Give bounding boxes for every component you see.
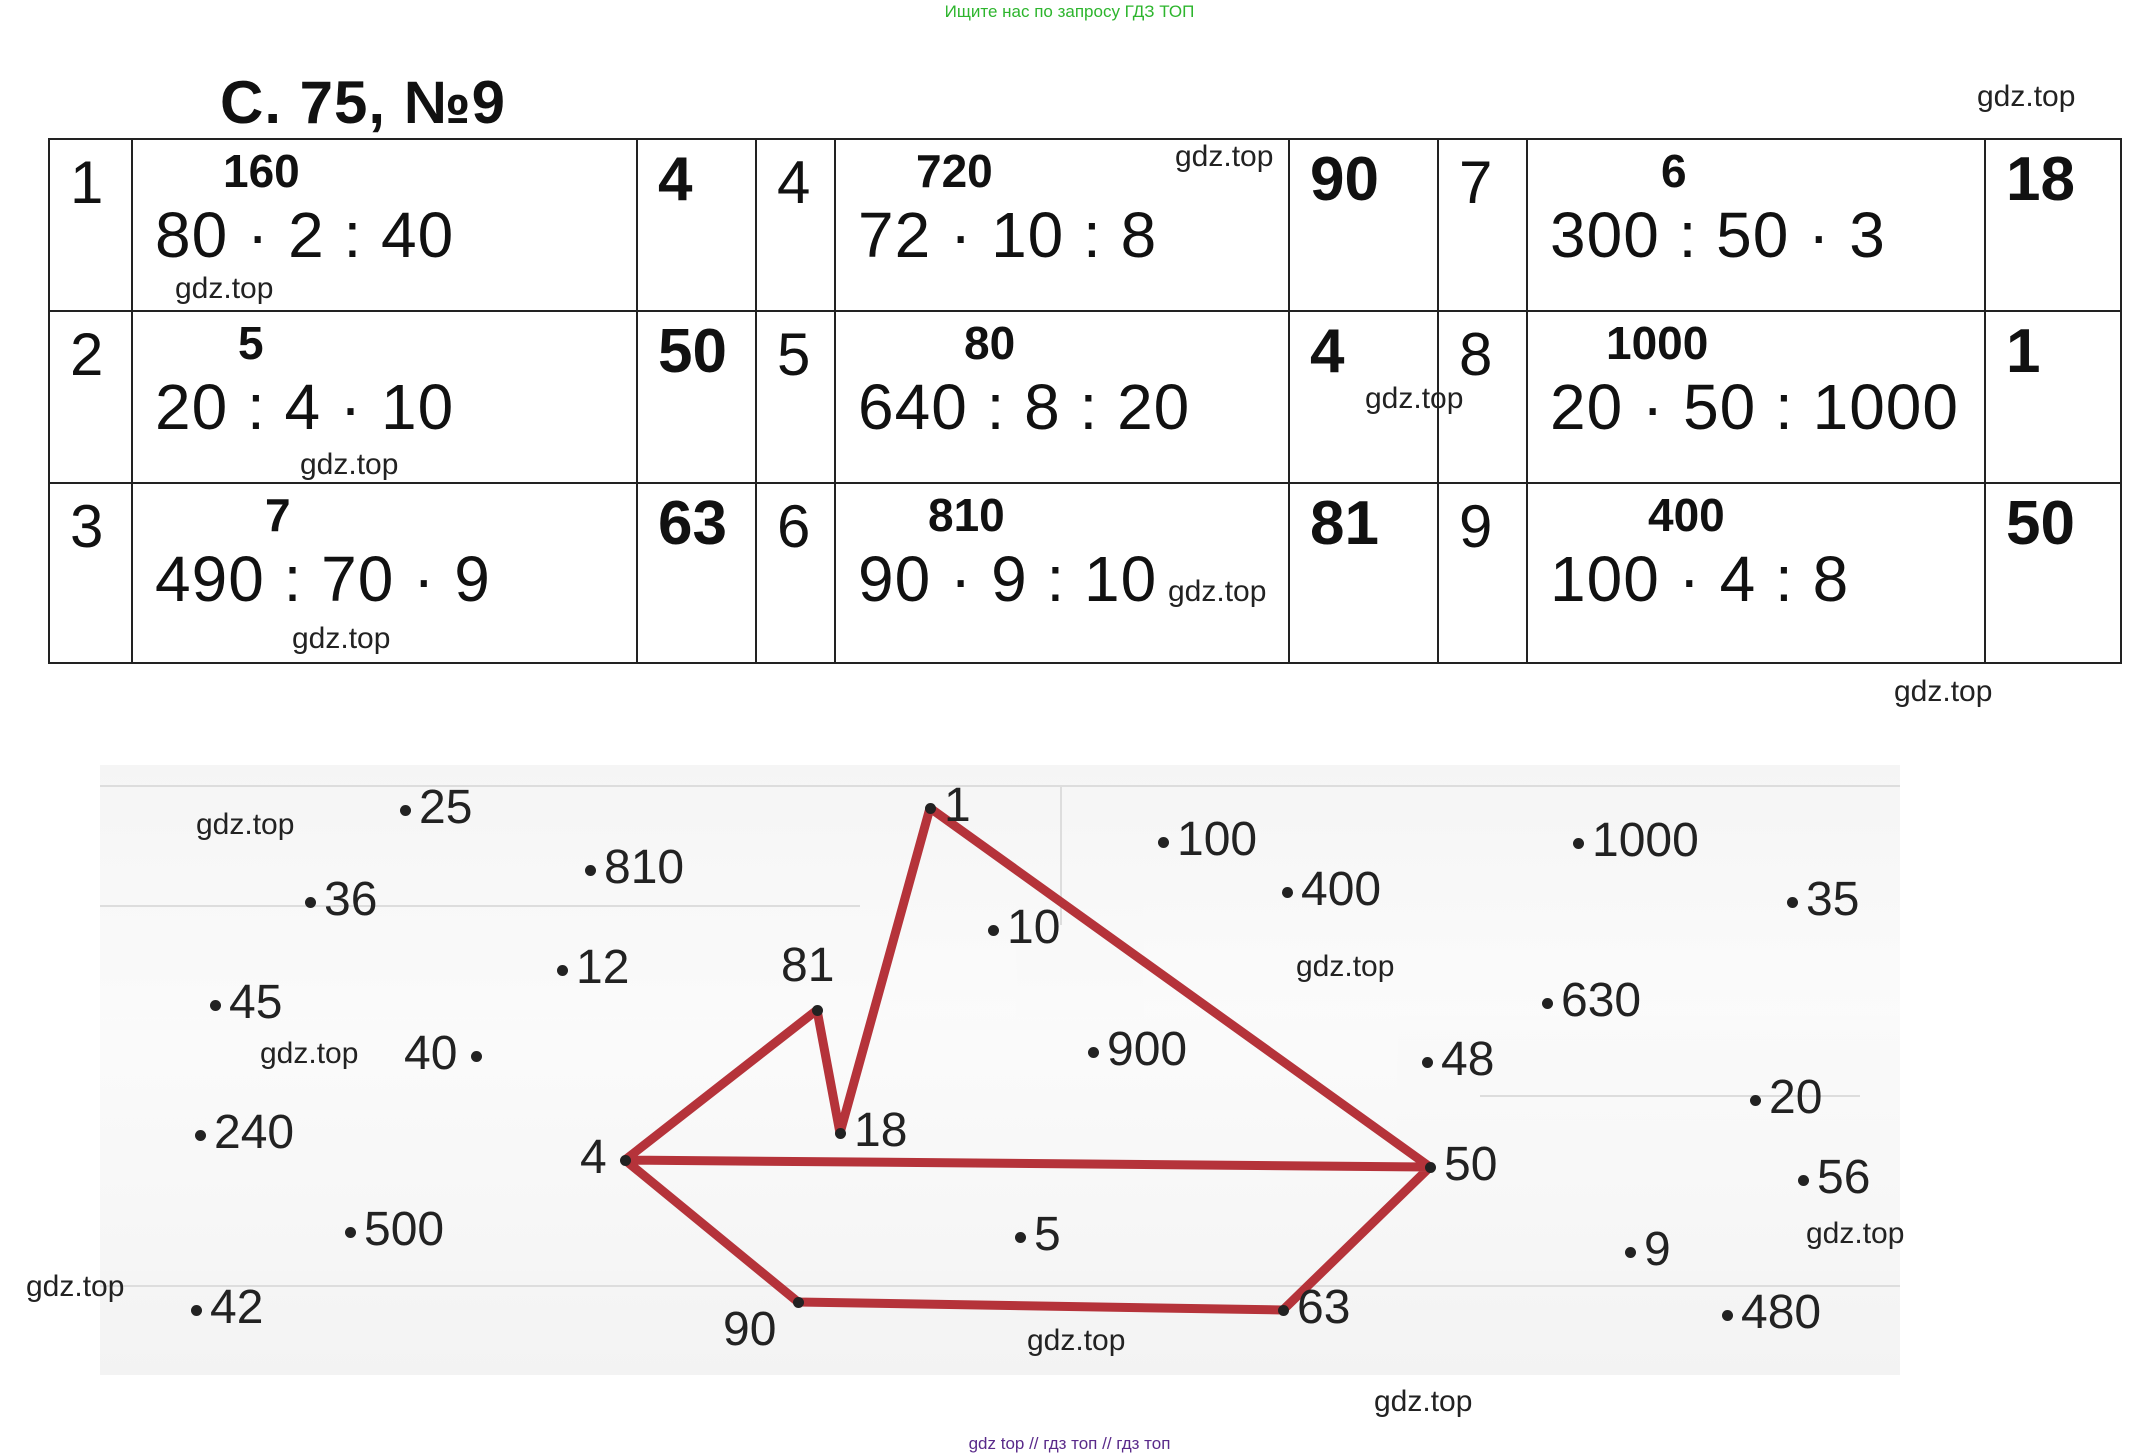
watermark: gdz.top: [1175, 140, 1274, 173]
point-label: 48: [1441, 1033, 1495, 1086]
watermark: gdz.top: [1168, 575, 1267, 608]
expression: 490 : 70 · 9: [155, 543, 491, 615]
point-label: 400: [1301, 863, 1382, 916]
point-dot: [585, 865, 596, 876]
point-label: 4: [580, 1131, 607, 1184]
watermark: gdz.top: [1374, 1385, 1473, 1418]
expression: 640 : 8 : 20: [858, 371, 1191, 443]
watermark: gdz.top: [1977, 80, 2076, 113]
point-label: 630: [1561, 974, 1642, 1027]
result: 18: [2006, 145, 2075, 214]
point-dot: [1750, 1095, 1761, 1106]
watermark: gdz.top: [1365, 382, 1464, 415]
point-label: 42: [210, 1281, 264, 1334]
watermark: gdz.top: [260, 1037, 359, 1070]
point-dot: [1282, 887, 1293, 898]
point-dot: [345, 1227, 356, 1238]
point-dot: [1422, 1057, 1433, 1068]
point-dot: [557, 965, 568, 976]
point-label: 810: [604, 841, 685, 894]
expression: 90 · 9 : 10: [858, 543, 1158, 615]
point-label: 20: [1769, 1071, 1823, 1124]
point-dot: [1573, 838, 1584, 849]
point-label: 35: [1806, 873, 1860, 926]
result: 50: [2006, 489, 2075, 558]
watermark: gdz.top: [1894, 675, 1993, 708]
watermark: gdz.top: [175, 272, 274, 305]
top-banner[interactable]: Ищите нас по запросу ГДЗ ТОП: [944, 2, 1195, 21]
point-label: 25: [419, 781, 473, 834]
point-dot: [195, 1130, 206, 1141]
point-label: 480: [1741, 1286, 1822, 1339]
row-number: 8: [1459, 321, 1493, 388]
point-label: 90: [723, 1303, 777, 1356]
point-dot: [191, 1305, 202, 1316]
point-dot: [400, 805, 411, 816]
expression: 80 · 2 : 40: [155, 199, 455, 271]
point-label: 45: [229, 976, 283, 1029]
expression: 300 : 50 · 3: [1550, 199, 1886, 271]
point-dot: [793, 1297, 804, 1308]
point-dot: [210, 1000, 221, 1011]
point-label: 1: [944, 779, 971, 832]
point-label: 56: [1817, 1151, 1871, 1204]
point-label: 18: [854, 1104, 908, 1157]
watermark: gdz.top: [1806, 1217, 1905, 1250]
point-dot: [1015, 1232, 1026, 1243]
intermediate-result: 1000: [1606, 317, 1709, 369]
intermediate-result: 6: [1661, 145, 1687, 197]
point-label: 40: [404, 1027, 458, 1080]
watermark: gdz.top: [300, 448, 399, 481]
page-title: С. 75, №9: [220, 69, 507, 136]
result: 4: [1310, 317, 1345, 386]
point-label: 1000: [1592, 814, 1699, 867]
intermediate-result: 160: [223, 145, 300, 197]
intermediate-result: 7: [265, 489, 291, 541]
intermediate-result: 720: [916, 145, 993, 197]
intermediate-result: 80: [964, 317, 1016, 369]
point-label: 5: [1034, 1208, 1061, 1261]
row-number: 9: [1459, 493, 1493, 560]
intermediate-result: 400: [1648, 489, 1725, 541]
point-label: 12: [576, 941, 630, 994]
expression: 20 · 50 : 1000: [1550, 371, 1959, 443]
point-dot: [1158, 837, 1169, 848]
result: 1: [2006, 317, 2041, 386]
point-dot: [988, 925, 999, 936]
point-label: 36: [324, 873, 378, 926]
point-dot: [1088, 1047, 1099, 1058]
point-dot: [1787, 897, 1798, 908]
watermark: gdz.top: [292, 622, 391, 655]
expression: 20 : 4 · 10: [155, 371, 455, 443]
point-dot: [1625, 1247, 1636, 1258]
point-dot: [1542, 998, 1553, 1009]
point-label: 50: [1444, 1138, 1498, 1191]
result: 90: [1310, 145, 1379, 214]
row-number: 7: [1459, 149, 1493, 216]
point-label: 100: [1177, 813, 1258, 866]
point-dot: [1278, 1305, 1289, 1316]
row-number: 3: [70, 493, 104, 560]
point-label: 63: [1297, 1281, 1351, 1334]
row-number: 1: [70, 149, 104, 216]
point-dot: [1798, 1175, 1809, 1186]
result: 4: [658, 145, 693, 214]
row-number: 4: [777, 149, 811, 216]
result: 63: [658, 489, 727, 558]
result: 50: [658, 317, 727, 386]
point-label: 900: [1107, 1023, 1188, 1076]
point-dot: [812, 1005, 823, 1016]
result: 81: [1310, 489, 1379, 558]
point-dot: [305, 897, 316, 908]
row-number: 6: [777, 493, 811, 560]
point-dot: [925, 803, 936, 814]
point-label: 81: [781, 939, 835, 992]
point-dot: [1722, 1310, 1733, 1321]
watermark: gdz.top: [196, 808, 295, 841]
watermark: gdz.top: [1027, 1324, 1126, 1357]
point-dot: [620, 1155, 631, 1166]
point-label: 500: [364, 1203, 445, 1256]
footer-links[interactable]: gdz top // гдз топ // гдз топ: [968, 1434, 1171, 1453]
intermediate-result: 5: [238, 317, 264, 369]
point-dot: [1425, 1162, 1436, 1173]
expression: 72 · 10 : 8: [858, 199, 1158, 271]
point-dot: [835, 1128, 846, 1139]
expression: 100 · 4 : 8: [1550, 543, 1850, 615]
point-label: 9: [1644, 1223, 1671, 1276]
watermark: gdz.top: [26, 1270, 125, 1303]
point-label: 10: [1007, 901, 1061, 954]
watermark: gdz.top: [1296, 950, 1395, 983]
intermediate-result: 810: [928, 489, 1005, 541]
row-number: 5: [777, 321, 811, 388]
row-number: 2: [70, 321, 104, 388]
point-dot: [471, 1051, 482, 1062]
point-label: 240: [214, 1106, 295, 1159]
